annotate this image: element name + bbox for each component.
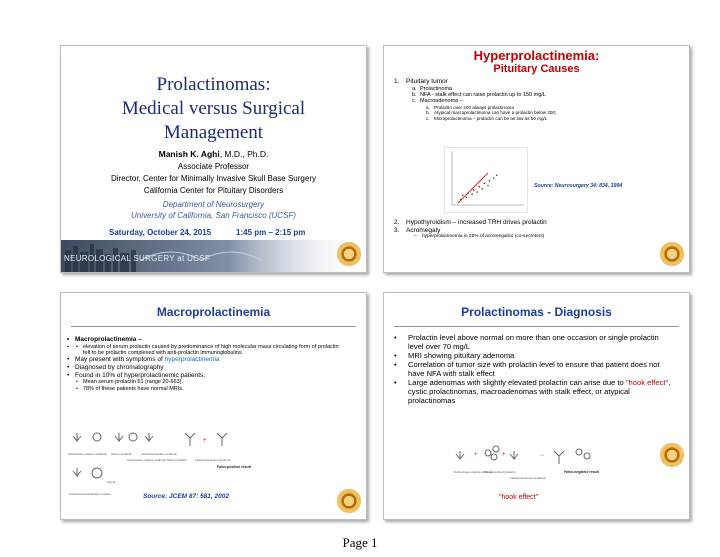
diag-b3: • Correlation of tumor size with prolactin level to ensure that patient does not have NFA with stalk effect [394, 360, 674, 378]
diag-b4-post: , cystic prolactinomas, macroadenomas with stalk effect, or atypical prolactinomas [408, 378, 671, 405]
scatter-point [484, 183, 486, 185]
cause-acromegaly: Acromegaly [406, 226, 441, 234]
plus-circle-icon-2 [129, 433, 137, 441]
macro-b4-a: Mean serum prolactin 61 (range 20-663). [83, 379, 183, 386]
diag-b1: • Prolactin level above normal on more than one occasion or single prolactin level over 70 mg/L [394, 333, 674, 351]
slide3-source: Source: JCEM 87: 581, 2002 [143, 493, 229, 500]
macro-bullets: • Macroprolactinemia – ▪ ▪ elevation of serum prolactin caused by predominance of high molecular mass circulating form of prolactin felt to be prolactin complexed with anti-prolactin immunoglobulins. • May present with symptoms of hyperprolactinemia • Diagnosed by chromatography • Found in 10% of hyperprolactinemic patients. • Mean serum prolactin 61 (range 20-663). • 78% of these patients have normal MRIs. [67, 336, 339, 392]
diag-label-2: Labeled detection antibody [141, 452, 177, 456]
hyperprolactinemia-link[interactable]: hyperprolactinemia [164, 356, 220, 364]
author-degrees: , M.D., Ph.D. [219, 149, 269, 159]
ucsf-seal-icon [660, 443, 684, 467]
diag4-label-0: Solid-phase capture antibody [454, 470, 493, 474]
title-rule [394, 326, 679, 327]
cause-prolactinoma: Prolactinoma [420, 85, 453, 92]
capture-antibody-icon-2 [73, 468, 81, 476]
author-name: Manish K. Aghi [158, 149, 220, 159]
title-line2: Medical versus Surgical [121, 98, 306, 119]
ucsf-seal-icon [660, 242, 684, 266]
scatter-point [466, 197, 468, 199]
director: Director, Center for Minimally Invasive Skull Base Surgery [111, 174, 316, 183]
department: Department of Neurosurgery [162, 200, 265, 209]
hook-effect-diagram [454, 443, 614, 493]
detection-antibody-icon [510, 451, 518, 459]
author [61, 150, 366, 159]
scatter-point [473, 189, 475, 191]
scatter-point [476, 191, 478, 193]
banner-text: NEUROLOGICAL SURGERY at UCSF [64, 254, 211, 263]
center: California Center for Pituitary Disorders [143, 186, 284, 195]
scatter-point [481, 188, 483, 190]
title-line1: Prolactinomas: [156, 74, 271, 95]
university: University of California, San Francisco (UCSF) [131, 211, 296, 220]
svg-text:+: + [203, 438, 207, 444]
position: Associate Professor [177, 162, 250, 171]
diag-label-5: Labeled detection antibody [195, 458, 231, 462]
diag-label-4: Macroprolactin [167, 458, 187, 462]
slide2-source: Source: Neurosurgery 34: 834, 1994 [534, 183, 623, 189]
macro-note-a: Prolactin over 200 always prolactinoma [434, 104, 514, 110]
diag-label-0: Solid-phase capture antibody [68, 452, 107, 456]
slide3-title: Macroprolactinemia [156, 305, 271, 319]
scatter-point [493, 177, 495, 179]
scatter-point [460, 199, 462, 201]
y-antibody-icon [185, 433, 195, 446]
svg-text:+: + [502, 452, 506, 458]
diag-label-6: False-positive result [217, 465, 251, 469]
date: Saturday, October 24, 2015 [109, 228, 212, 237]
macro-b4: • Found in 10% of hyperprolactinemic patients. [67, 372, 339, 380]
svg-text:+: + [474, 452, 478, 458]
scatter-point [487, 185, 489, 187]
scatter-point [462, 194, 464, 196]
ucsf-seal-icon [337, 489, 361, 513]
cause-pituitary-tumor: Pituitary tumor [406, 78, 448, 85]
svg-text:→: → [539, 452, 545, 458]
macro-b2-text: May present with symptoms of [75, 356, 165, 364]
macro-b2 [67, 356, 339, 364]
diag4-label-2: Labeled detection antibody [510, 476, 546, 480]
slide-diagnosis [383, 292, 690, 520]
diag-label-1: Serum prolactin [111, 452, 133, 456]
plus-circle-icon [93, 433, 101, 441]
slide2-title: Hyperprolactinemia: [473, 48, 600, 63]
diagnosis-bullets [394, 333, 674, 405]
diag4-label-1: Tumor-derived prolactin [484, 470, 516, 474]
acromegaly-note: hyperprolactinemia in 25% of acromegalics (co-secreters) [422, 234, 545, 240]
hook-effect-text: "hook effect" [625, 378, 669, 387]
slide-title [60, 45, 367, 273]
cause-macroadenoma: Macroadenoma – [420, 98, 463, 105]
macro-b4-b: 78% of these patients have normal MRIs. [83, 385, 184, 392]
macro-b3: • Diagnosed by chromatography [67, 364, 339, 372]
diag4-label-3: False-negative result [564, 470, 599, 474]
y-antibody-icon-2 [217, 433, 227, 446]
diag-label-8: Prolactin-autoantibody complex [69, 492, 111, 496]
scatter-point [467, 192, 469, 194]
diag-b4-pre: Large adenomas with slightly elevated prolactin can arise due to [408, 378, 626, 387]
page-footer: Page 1 [342, 535, 378, 550]
slide4-title: Prolactinomas - Diagnosis [461, 305, 612, 319]
diag-label-3: Solid-phase capture antibody [127, 458, 166, 462]
causes-list-2: 2. Hypothyroidism – increased TRH drives prolactin 3. Acromegaly – hyperprolactinemia in 25% of acromegalics (co-secreters) [394, 219, 547, 240]
scatter-point [496, 175, 498, 177]
causes-list: 1. Pituitary tumor a. Prolactinoma b. NFA - stalk effect can raise prolactin up to 150 mg/L c. Macroadenoma – a. Prolactin over 200 always prolactinoma b. Atypical macroprolactinoma can have a prolactin below 200; c. Microprolactinoma – prolactin can be as low as 50 mg/L [394, 78, 557, 121]
macro-b1: • Macroprolactinemia – [67, 336, 339, 344]
capture-antibody-icon [73, 433, 81, 441]
slide-macroprolactinemia [60, 292, 367, 520]
time: 1:45 pm – 2:15 pm [236, 228, 306, 237]
scatter-point [489, 180, 491, 182]
prolactin-dot-icon [485, 450, 491, 456]
macro-b1-sub: ▪ ▪ elevation of serum prolactin caused by predominance of high molecular mass circulating form of prolactin felt to be prolactin complexed with anti-prolactin immunoglobulins. [67, 344, 339, 357]
ucsf-seal-icon [337, 242, 361, 266]
macro-note-b: Atypical macroprolactinoma can have a prolactin below 200; [434, 110, 557, 116]
title-rule [71, 326, 356, 327]
prolactin-dot-icon-4 [576, 449, 582, 455]
cause-hypothyroidism: Hypothyroidism – increased TRH drives prolactin [406, 219, 547, 226]
macro-note-c: Microprolactinoma – prolactin can be as low as 50 mg/L [434, 116, 548, 121]
diag-b2: • MRI showing pituitary adenoma [394, 351, 674, 360]
scatter-point [479, 186, 481, 188]
diag-label-7: Signal [107, 480, 116, 484]
title-line3: Management [163, 122, 264, 143]
detection-antibody-icon [145, 433, 153, 441]
slide2-subtitle: Pituitary Causes [493, 63, 580, 75]
slide-hyperprolactinemia [383, 45, 690, 273]
prolactin-dot-icon-5 [584, 453, 590, 459]
y-antibody-icon [554, 451, 564, 464]
prolactin-icon [115, 433, 123, 441]
capture-antibody-icon [456, 451, 464, 459]
prolactin-dot-icon-3 [491, 454, 497, 460]
hook-effect-caption: "hook effect" [499, 494, 539, 501]
cause-nfa: NFA - stalk effect can raise prolactin up to 150 mg/L [420, 92, 546, 98]
macro-b1-sub-text: elevation of serum prolactin caused by predominance of high molecular mass circulating form of prolactin felt to be prolactin complexed with anti-prolactin immunoglobulins. [83, 343, 339, 356]
scatter-point [471, 193, 473, 195]
prolactin-dot-icon-2 [493, 446, 499, 452]
scatter-figure [444, 147, 528, 213]
complex-icon [92, 468, 102, 478]
diag-b4 [394, 378, 674, 405]
